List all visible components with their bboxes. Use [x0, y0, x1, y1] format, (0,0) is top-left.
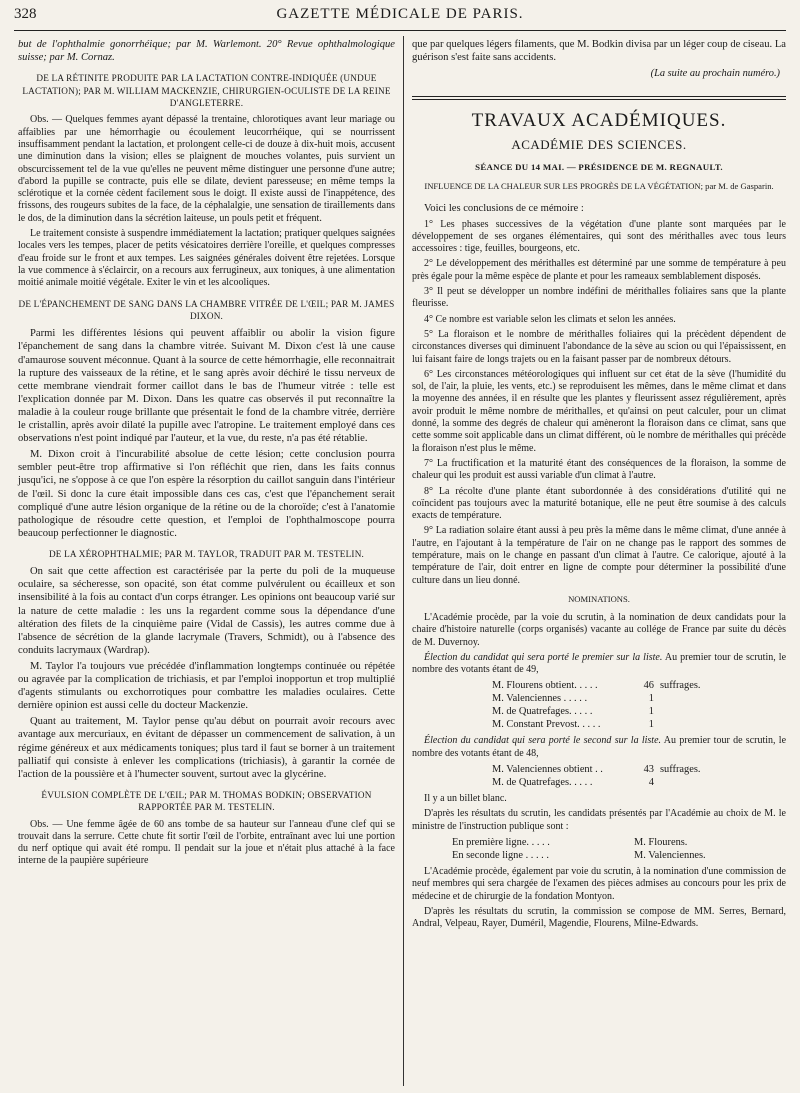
vote-count: 1 [648, 693, 654, 705]
vote-row [492, 692, 786, 705]
election-second-rest: Au premier tour de scrutin, le nombre des votants étant de 48, [412, 735, 787, 759]
conclusion-3: 3° Il peut se développer un nombre indéfini de mérithalles foliaires sans que la plante fleurisse. [412, 286, 786, 310]
double-rule [412, 96, 786, 100]
conclusions-intro: Voici les conclusions de ce mémoire : [424, 203, 584, 215]
nomination-paragraph-6: D'après les résultats du scrutin, la commission se compose de MM. Serres, Bernard, Andral, Velpeau, Rayer, Duméril, Magendie, Flourens, Milne-Edwards. [412, 905, 786, 930]
candidate-line [452, 849, 786, 862]
election-second [412, 735, 786, 760]
nomination-paragraph-4: D'après les résultats du scrutin, les candidats présentés par l'Académie au choix de M. le ministre de l'instruction publique sont : [412, 808, 786, 832]
conclusion-9: 9° La radiation solaire étant aussi à peu près la même dans le même climat, d'une année à l'autre, en l'ajoutant à la température de l'air on ne change pas le rapport des sommes de température, mais on le change en passant d'un climat à l'autre. Ce calorique, ajouté à la température de l'air, doit entrer en ligne de compte pour déterminer la possibilité d'une culture dans un lieu donné. [412, 525, 786, 586]
column-rule [403, 36, 404, 1086]
vote-row [492, 718, 786, 731]
vote-count: 43 [643, 764, 654, 776]
nominations-heading: NOMINATIONS. [568, 593, 630, 604]
vote-name: M. de Quatrefages. . . . . [492, 706, 593, 718]
paragraph-dixon-1: Parmi les différentes lésions qui peuvent affaiblir ou abolir la vision figure l'épanchement de sang dans la chambre vitrée. Suivant M. Dixon c'est là une cause d'amaurose souvent méconnue. Quant à la source de cette hémorrhagie, elle reconnaitrait la rupture des vaisseaux de la rétine, et le sang après avoir déchiré le tissu nerveux de cette membrane viendrait former caillot dans le bas de l'humeur vitrée : telle est l'explication donnée par M. Dixon. Dans les quatre cas observés il put reconnaître la maladie à la couleur rouge brillante que présentait le fond de la chambre vitrée, derrière le cristallin, après avoir dilaté la pupille avec l'atropine. Le traitement employé dans ces observations n'est point indiqué par l'auteur, et la vue, du reste, n'a pas été rétablie. [18, 328, 395, 445]
vote-unit: suffrages. [660, 680, 701, 692]
paragraph-dixon-2: M. Dixon croit à l'incurabilité absolue de cette lésion; cette conclusion pourra sembler peut-être trop affirmative si l'on réfléchit que rien, dans les faits connus jusqu'ici, ne s'oppose à ce que l'on espère la résorption du caillot sanguin dans l'intérieur de l'œil. Si donc la cure était impossible dans ces cas, c'est que l'épanchement serait compliqué d'une autre lésion organique de la rétine ou de la choroïde; c'est à l'anatomie pathologique de résoudre cette question, et l'emploi de l'ophthalmoscope pourra beaucoup perfectionner le diagnostic. [18, 449, 395, 539]
line-label: En seconde ligne . . . . . [452, 849, 549, 861]
vote-name: M. Flourens obtient. . . . . [492, 680, 598, 692]
header-rule [14, 30, 786, 31]
seance-heading: SÉANCE DU 14 MAI. — PRÉSIDENCE DE M. REGNAULT. [475, 162, 723, 173]
obs-retinite: Obs. — Quelques femmes ayant dépassé la trentaine, chlorotiques avant leur mariage ou affaiblies par une hémorrhagie ou écoulement leucorrhéique, qui se nourrissent insuffisamment pendant la lactation, et prolongent celle-ci de douze à dix-huit mois, accusent une diminution dans la vision; elles se plaignent de mouches volantes, puis survient un obscurcissement tel de la vue qu'elles ne peuvent même distinguer une personne d'une autre; d'abord la pupille se contracte, puis elle se dilate, devient paresseuse; en même temps la sclérotique et la cornée cèdent facilement sous le doigt. Il existe aussi de l'inappétence, des frissons, des rougeurs subites de la face, de la céphalalgie, une sensation de tiraillements dans le dos, de la diminution dans la sécrétion laiteuse, un pouls petit et fréquent. [18, 114, 395, 224]
line-value: M. Valenciennes. [634, 849, 706, 861]
obs-evulsion: Obs. — Une femme âgée de 60 ans tombe de sa hauteur sur l'anneau d'une clef qui se trouvait dans la serrure. Cette chute fit sortir l'œil de l'orbite, entraînant avec lui une portion du nerf optique qui avait été rompu. Il pendait sur la joue et n'était plus attaché à la face interne de la paupière supérieure [18, 818, 395, 867]
vote-count: 4 [648, 777, 654, 789]
section-title-xerophthalmie: DE LA XÉROPHTHALMIE; PAR M. TAYLOR, TRADUIT PAR M. TESTELIN. [48, 548, 365, 559]
conclusion-1: 1° Les phases successives de la végétation d'une plante sont marquées par le développement de ses organes élémentaires, qui sont des mérithalles avec tous leurs accessoires : tige, feuilles, bourgeons, etc. [412, 218, 786, 255]
paragraph-taylor-1: On sait que cette affection est caractérisée par la perte du poli de la muqueuse oculaire, sa sécheresse, son opacité, son état comme pulvérulent ou écailleux et son insensibilité à la fois au contact d'un corps étranger. Les opinions ont beaucoup varié sur la nature de cette maladie : les uns la regardent comme sous la dépendance d'une altération des filets de la cinquième paire (Vidal de Cassis), les autres comme due à l'absence de sécrétion de la glande lacrymale (Travers, Schmidt), ou à l'absence des conduits lacrymaux (Wardrap). [18, 566, 395, 656]
paragraph-taylor-2: M. Taylor l'a toujours vue précédée d'inflammation longtemps continuée ou répétée ou agravée par la complication de trichiasis, et par l'emploi inopportun et trop multiplié d'agents stimulants ou exchorrotiques pour combattre les maladies oculaires. Cette dernière opinion est aussi celle du docteur Mackenzie. [18, 660, 395, 712]
election-first-rest: Au premier tour de scrutin, le nombre des votants étant de 49, [412, 651, 787, 676]
votes-first [492, 679, 786, 731]
votes-second [492, 763, 786, 789]
continued-text: que par quelques légers filaments, que M. Bodkin divisa par un léger coup de ciseau. La guérison s'est faite sans accidents. [412, 39, 786, 64]
vote-count: 46 [643, 680, 654, 692]
nomination-paragraph-1: L'Académie procède, par la voie du scrutin, à la nomination de deux candidats pour la chaire d'histoire naturelle (corps organisés) vacante au collége de France par suite du décès de M. Duvernoy. [412, 611, 786, 648]
vote-row [492, 763, 786, 776]
vote-row [492, 679, 786, 692]
influence-title: INFLUENCE DE LA CHALEUR SUR LES PROGRÈS DE LA VÉGÉTATION; par M. de Gasparin. [424, 181, 774, 192]
section-title-evulsion: ÉVULSION COMPLÈTE DE L'ŒIL; PAR M. THOMAS BODKIN; OBSERVATION RAPPORTÉE PAR M. TESTELIN. [41, 789, 372, 813]
vote-name: M. Valenciennes obtient . . [492, 764, 603, 776]
vote-name: M. de Quatrefages. . . . . [492, 777, 593, 789]
vote-row [492, 705, 786, 718]
right-column [412, 38, 786, 933]
election-second-label: Élection du candidat qui sera porté le second sur la liste. [424, 735, 662, 747]
conclusion-8: 8° La récolte d'une plante étant subordonnée à des considérations d'utilité qui ne coïncident pas toujours avec la maturité botanique, elle ne peut être soumise à des calculs exacts de température. [412, 485, 786, 522]
nomination-paragraph-5: L'Académie procède, également par voie du scrutin, à la nomination d'une commission de neuf membres qui sera chargée de l'examen des pièces admises au concours pour les prix de médecine et de chirurgie de la fondation Montyon. [412, 865, 786, 902]
conclusion-4: 4° Ce nombre est variable selon les climats et selon les années. [424, 313, 676, 325]
paragraph-taylor-3: Quant au traitement, M. Taylor pense qu'au début on pourrait avoir recours avec avantage aux mercuriaux, en évitant de dépasser un commencement de salivation, à un régime généreux et aux médicaments toniques; plus tard il faut se borner à un traitement palliatif qui consiste à enlever les complications (trichiasis), à garantir la cornée de l'action de la poussière et à l'humecter souvent, surtout avec la glycérine. [18, 716, 395, 780]
conclusion-2: 2° Le développement des mérithalles est déterminé par une somme de température à peu près égale pour la même espèce de plante et pour les rameaux semblablement disposés. [412, 258, 786, 282]
vote-name: M. Valenciennes . . . . . [492, 693, 588, 705]
candidate-line [452, 836, 786, 849]
section-title-retinite: DE LA RÉTINITE PRODUITE PAR LA LACTATION CONTRE-INDIQUÉE (UNDUE LACTATION); PAR M. WILLIAM MACKENZIE, CHIRURGIEN-OCULISTE DE LA REINE D'ANGLETERRE. [22, 73, 391, 108]
conclusion-7: 7° La fructification et la maturité étant des conséquences de la floraison, la somme de chaleur qui les produit est aussi variable d'un climat à l'autre. [412, 457, 786, 482]
election-first-label: Élection du candidat qui sera porté le premier sur la liste. [424, 651, 663, 663]
line-label: En première ligne. . . . . [452, 836, 550, 848]
continuation-note: (La suite au prochain numéro.) [650, 68, 780, 80]
candidate-lines [452, 836, 786, 862]
conclusion-5: 5° La floraison et le nombre de mérithalles foliaires qui la précèdent dépendent de circonstances diverses qui diminuent l'abondance de la sève au scion ou qui l'épaississent, en lui faisant faire de longs trajets ou en la faisant passer par de nombreux détours. [412, 328, 786, 365]
section-heading-travaux: TRAVAUX ACADÉMIQUES. [471, 110, 727, 132]
intro-text: but de l'ophthalmie gonorrhéique; par M. Warlemont. 20° Revue ophthalmologique suisse; par M. Cornaz. [18, 39, 395, 64]
election-first [412, 652, 786, 677]
running-title: GAZETTE MÉDICALE DE PARIS. [276, 6, 524, 22]
vote-count: 1 [648, 706, 654, 718]
treatment-retinite: Le traitement consiste à suspendre immédiatement la lactation; pratiquer quelques saignées locales vers les tempes, placer de petits vésicatoires derrière l'oreille, et quelques compresses d'eau froide sur le front et aux tempes. Les saignées générales doivent être rejetées. Lorsque la vue commence à s'éclaircir, on a recours aux ferrugineux, aux toniques, à une alimentation moitié animale moitié végétale. Exiter le vin et les alcooliques. [18, 228, 395, 289]
blank-ballot: Il y a un billet blanc. [424, 793, 507, 805]
vote-row [492, 776, 786, 789]
left-column [18, 38, 395, 871]
academy-heading: ACADÉMIE DES SCIENCES. [511, 137, 687, 153]
conclusion-6: 6° Les circonstances météorologiques qui influent sur cet état de la sève (l'humidité du sol, de l'air, la pluie, les vents, etc.) se reproduisent les mêmes, dans le même climat et dans la moyenne des années, il en résulte que les plantes y fleurissent assez régulièrement, après avoir produit le même nombre de mérithalles, et qu'ainsi on peut calculer, pour un climat donné, la somme des degrés de chaleur qui amèneront la floraison dans ce climat, sans que cette somme soit applicable dans un climat différent, où le nombre de mérithalles qui précède la floraison n'est plus le même. [412, 368, 786, 454]
page-number: 328 [14, 6, 37, 22]
vote-count: 1 [648, 719, 654, 731]
section-title-epanchement: DE L'ÉPANCHEMENT DE SANG DANS LA CHAMBRE VITRÉE DE L'ŒIL; PAR M. JAMES DIXON. [18, 298, 395, 321]
vote-name: M. Constant Prevost. . . . . [492, 719, 601, 731]
line-value: M. Flourens. [634, 836, 688, 848]
vote-unit: suffrages. [660, 764, 701, 776]
